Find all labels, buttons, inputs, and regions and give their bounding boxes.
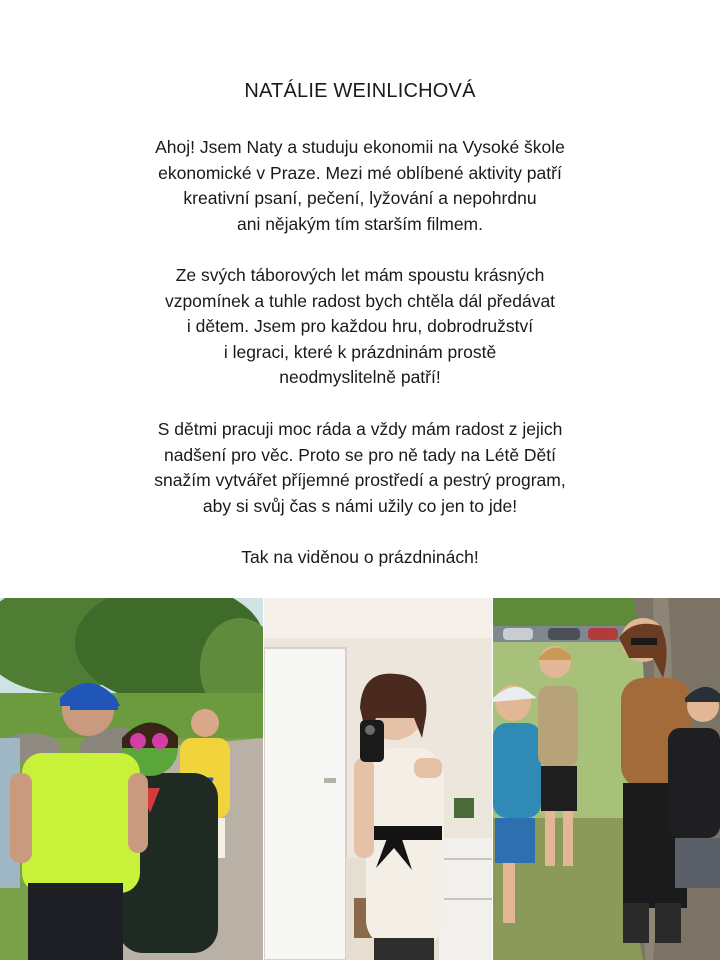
- text-line: neodmyslitelně patří!: [279, 367, 441, 388]
- text-line: i dětem. Jsem pro každou hru, dobrodružství: [186, 316, 534, 337]
- text-line: vzpomínek a tuhle radost bych chtěla dál předávat: [164, 290, 556, 311]
- text-line: snažím vytvářet příjemné prostředí a pestrý program,: [154, 470, 566, 491]
- profile-name: NATÁLIE WEINLICHOVÁ: [244, 80, 476, 102]
- work-with-kids-paragraph: [90, 417, 630, 519]
- closing-paragraph: [90, 545, 630, 571]
- text-line: S dětmi pracuji moc ráda a vždy mám radost z jejich: [157, 419, 563, 439]
- text-line: Tak na viděnou o prázdninách!: [241, 547, 479, 567]
- text-line: ani nějakým tím starším filmem.: [236, 213, 484, 234]
- photo-kids-tree: [493, 598, 720, 960]
- text-line: ekonomické v Praze. Mezi mé oblíbené aktivity patří: [158, 162, 562, 183]
- intro-paragraph: [90, 135, 630, 237]
- text-line: i legraci, které k prázdninám prostě: [223, 341, 497, 362]
- text-line: nadšení pro věc. Proto se pro ně tady na Létě Dětí: [163, 444, 557, 465]
- photo-mirror-selfie: [264, 598, 492, 960]
- text-line: Ahoj! Jsem Naty a studuju ekonomii na Vysoké škole: [155, 137, 565, 157]
- text-line: Ze svých táborových let mám spoustu krásných: [175, 265, 545, 285]
- camp-memories-paragraph: [90, 263, 630, 391]
- text-line: kreativní psaní, pečení, lyžování a nepohrdnu: [183, 188, 537, 209]
- text-line: aby si svůj čas s námi užily co jen to jde!: [202, 495, 518, 516]
- photo-kids-outdoor: [0, 598, 263, 960]
